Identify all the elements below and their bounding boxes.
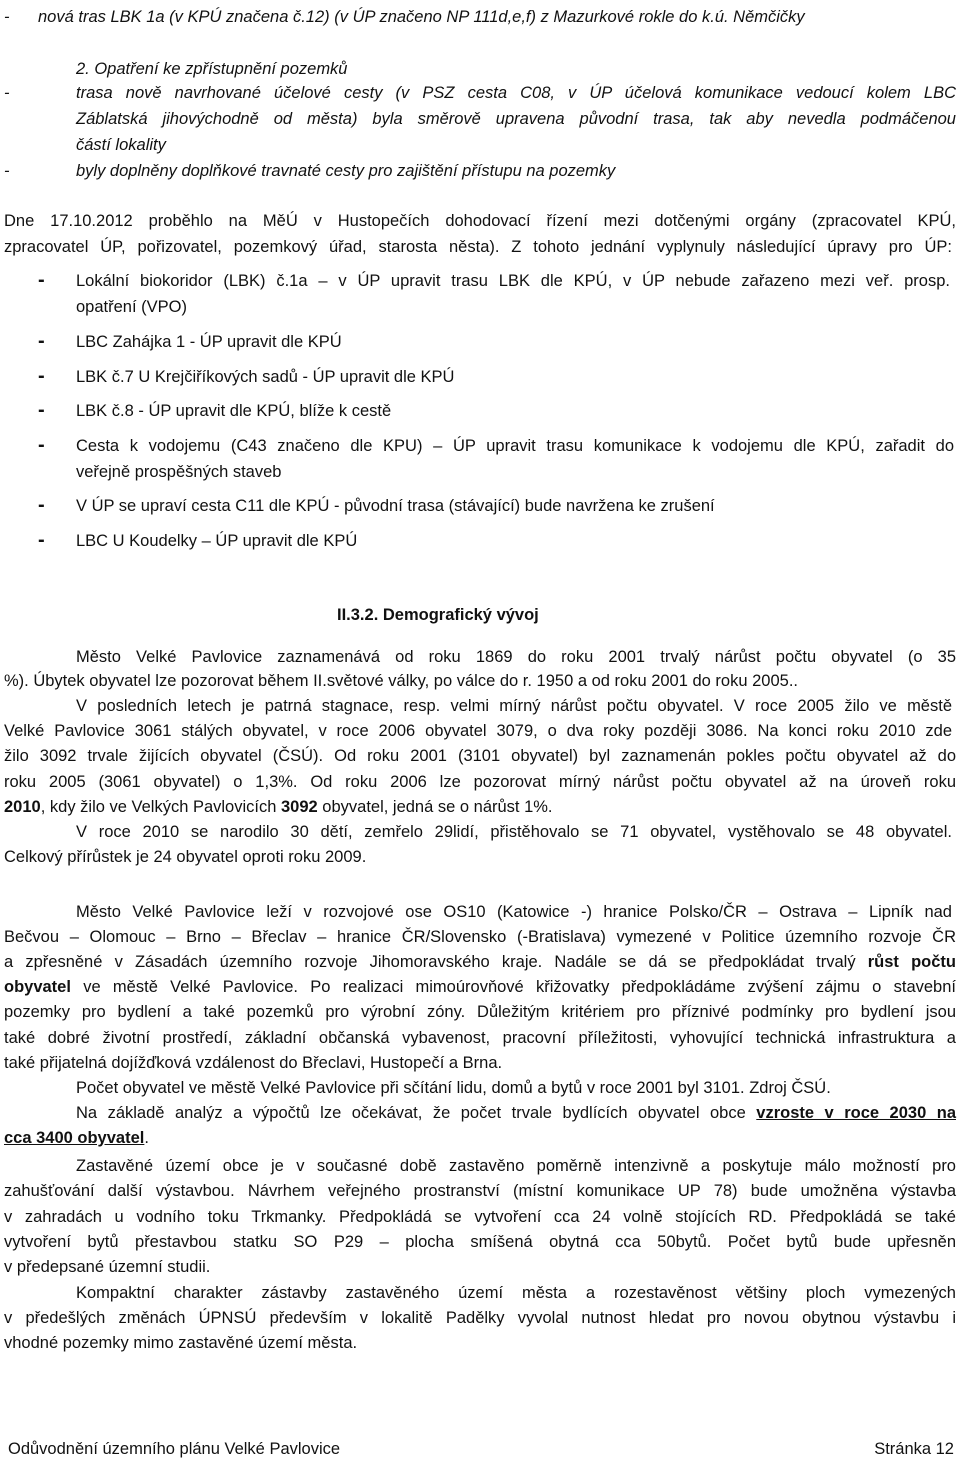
forecast-phrase-cont: cca 3400 obyvatel bbox=[4, 1129, 145, 1147]
section-2-title: 2. Opatření ke zpřístupnění pozemků bbox=[76, 60, 348, 78]
demography-p3-line-1: V roce 2010 se narodilo 30 dětí, zemřelo 29lidí, přistěhovalo se 71 obyvatel, vystěhovalo se 48 obyvatel. bbox=[76, 823, 952, 841]
development-p4-line-3: v zahradách u vodního toku Trkmanky. Předpokládá se vytvoření cca 24 volně stojících RD. Předpokládá se také bbox=[4, 1208, 956, 1226]
meeting-item: LBK č.7 U Krejčiříkových sadů - ÚP upravit dle KPÚ bbox=[76, 368, 455, 386]
item-dash: - bbox=[38, 434, 45, 456]
bullet-dash: - bbox=[4, 8, 10, 26]
development-p3-line-2 bbox=[4, 1127, 149, 1149]
development-p4-line-4: vytvoření bytů přestavbou statku SO P29 – plocha smíšená obytná cca 50bytů. Počet bytů bude upřesněn bbox=[4, 1233, 956, 1251]
bullet-1-line-1: trasa nově navrhované účelové cesty (v PSZ cesta C08, v ÚP účelová komunikace vedoucí kolem LBC bbox=[76, 84, 956, 102]
development-p5-line-2: v předešlých změnách ÚPNSÚ především v lokalitě Padělky vyvolal nutnost hledat pro novou obytnou výstavbu i bbox=[4, 1309, 956, 1327]
development-p5-line-3: vhodné pozemky mimo zastavěné území města. bbox=[4, 1334, 358, 1352]
text-fragment: . bbox=[144, 1129, 149, 1147]
development-p1-line-7: také přijatelná dojížďková vzdálenost do Břeclavi, Hustopečí a Brna. bbox=[4, 1054, 503, 1072]
development-p3-line-1 bbox=[76, 1102, 956, 1124]
item-dash: - bbox=[38, 365, 45, 387]
development-p1-line-5: pozemky pro bydlení a také pozemků pro výrobní zóny. Důležitým kritériem pro příznivé podmínky pro bydlení jsou bbox=[4, 1003, 956, 1021]
growth-phrase-cont: obyvatel bbox=[4, 978, 71, 996]
development-p1-line-4 bbox=[4, 976, 956, 998]
demography-p2-line-1: V posledních letech je patrná stagnace, resp. velmi mírný nárůst počtu obyvatel. V roce 2005 žilo ve městě bbox=[76, 697, 952, 715]
meeting-item: LBC U Koudelky – ÚP upravit dle KPÚ bbox=[76, 532, 358, 550]
meeting-item-cont: veřejně prospěšných staveb bbox=[76, 463, 282, 481]
bullet-1-line-3: částí lokality bbox=[76, 136, 166, 154]
development-p2: Počet obyvatel ve městě Velké Pavlovice při sčítání lidu, domů a bytů v roce 2001 byl 3101. Zdroj ČSÚ. bbox=[76, 1079, 831, 1097]
development-p4-line-5: v předepsané územní studii. bbox=[4, 1258, 211, 1276]
text-fragment: a zpřesněné v Zásadách územního rozvoje Jihomoravského kraje. Nadále se dá se předpokládat trvalý bbox=[4, 953, 868, 971]
demography-p1-line-1: Město Velké Pavlovice zaznamenává od roku 1869 do roku 2001 trvalý nárůst počtu obyvatel (o 35 bbox=[76, 648, 956, 666]
bullet-1-line-2: Záblatská jihovýchodně od města) byla směrově upravena původní trasa, tak aby nevedla podmáčenou bbox=[76, 110, 956, 128]
meeting-item: V ÚP se upraví cesta C11 dle KPÚ - původní trasa (stávající) bude navržena ke zrušení bbox=[76, 497, 715, 515]
text-fragment: ve městě Velké Pavlovice. Po realizaci mimoúrovňové křižovatky předpokládáme zvýšení zájmu o stavební bbox=[70, 978, 956, 996]
item-dash: - bbox=[38, 529, 45, 551]
demography-p2-line-5 bbox=[4, 796, 553, 818]
development-p1-line-1: Město Velké Pavlovice leží v rozvojové ose OS10 (Katowice -) hranice Polsko/ČR – Ostrava – Lipník nad bbox=[76, 903, 952, 921]
bullet-dash: - bbox=[4, 84, 10, 102]
text-fragment: obyvatel, jedná se o nárůst 1%. bbox=[317, 798, 553, 816]
item-dash: - bbox=[38, 330, 45, 352]
route-line: nová tras LBK 1a (v KPÚ značena č.12) (v ÚP značeno NP 111d,e,f) z Mazurkové rokle do k.ú. Němčičky bbox=[38, 8, 805, 26]
demography-p2-line-3: žilo 3092 trvale žijících obyvatel (ČSÚ). Od roku 2001 (3101 obyvatel) byl zaznamenán pokles počtu obyvatel až do bbox=[4, 747, 956, 765]
development-p4-line-1: Zastavěné území obce je v současné době zastavěno poměrně intenzivně a poskytuje málo možností pro bbox=[76, 1157, 956, 1175]
item-dash: - bbox=[38, 269, 45, 291]
text-fragment: Na základě analýz a výpočtů lze očekávat, že počet trvale bydlících obyvatel obce bbox=[76, 1104, 757, 1122]
meeting-item-cont: opatření (VPO) bbox=[76, 298, 187, 316]
meeting-item: LBK č.8 - ÚP upravit dle KPÚ, blíže k cestě bbox=[76, 402, 392, 420]
demography-p1-line-2: %). Úbytek obyvatel lze pozorovat během II.světové války, po válce do r. 1950 a od roku 2001 do roku 2005.. bbox=[4, 672, 798, 690]
year-2010: 2010 bbox=[4, 798, 41, 816]
bullet-dash: - bbox=[4, 162, 10, 180]
demography-p2-line-2: Velké Pavlovice 3061 stálých obyvatel, v roce 2006 obyvatel 3079, o dva roky později 3086. Na konci roku 2010 zde bbox=[4, 722, 952, 740]
population-3092: 3092 bbox=[280, 798, 318, 816]
forecast-phrase: vzroste v roce 2030 na bbox=[756, 1104, 957, 1122]
demography-p3-line-2: Celkový přírůstek je 24 obyvatel oproti roku 2009. bbox=[4, 848, 367, 866]
growth-phrase: růst počtu bbox=[867, 953, 956, 971]
meeting-item: LBC Zahájka 1 - ÚP upravit dle KPÚ bbox=[76, 333, 342, 351]
meeting-intro-line-1: Dne 17.10.2012 proběhlo na MěÚ v Hustopečích dohodovací řízení mezi dotčenými orgány (zpracovatel KPÚ, bbox=[4, 212, 956, 230]
meeting-item: Cesta k vodojemu (C43 značeno dle KPU) – ÚP upravit trasu komunikace k vodojemu dle KPÚ, zařadit do bbox=[76, 437, 954, 455]
text-fragment: , kdy žilo ve Velkých Pavlovicích bbox=[40, 798, 281, 816]
item-dash: - bbox=[38, 494, 45, 516]
development-p1-line-2: Bečvou – Olomouc – Brno – Břeclav – hranice ČR/Slovensko (-Bratislava) vymezené v Politice územního rozvoje ČR bbox=[4, 928, 956, 946]
development-p1-line-3 bbox=[4, 951, 956, 973]
meeting-item: Lokální biokoridor (LBK) č.1a – v ÚP upravit trasu LBK dle KPÚ, v ÚP nebude zařazeno mezi veř. prosp. bbox=[76, 272, 950, 290]
meeting-intro-line-2: zpracovatel ÚP, pořizovatel, pozemkový úřad, starosta něsta). Z tohoto jednání vyplynuly následující úpravy pro ÚP: bbox=[4, 238, 952, 256]
page-number: Stránka 12 bbox=[874, 1440, 954, 1458]
development-p1-line-6: také dobré životní prostředí, základní občanská vybavenost, pracovní příležitosti, vyhovující technická infrastruktura a bbox=[4, 1029, 956, 1047]
item-dash: - bbox=[38, 399, 45, 421]
section-heading: II.3.2. Demografický vývoj bbox=[337, 606, 539, 624]
development-p5-line-1: Kompaktní charakter zástavby zastavěného území města a rozestavěnost většiny ploch vymezených bbox=[76, 1284, 956, 1302]
demography-p2-line-4: roku 2005 (3061 obyvatel) o 1,3%. Od roku 2006 lze pozorovat mírný nárůst počtu obyvatel až na úroveň roku bbox=[4, 773, 956, 791]
bullet-2: byly doplněny doplňkové travnaté cesty pro zajištění přístupu na pozemky bbox=[76, 162, 616, 180]
footer-title: Odůvodnění územního plánu Velké Pavlovice bbox=[8, 1440, 341, 1458]
development-p4-line-2: zahušťování další výstavbou. Návrhem veřejného prostranství (místní komunikace UP 78) bude umožněna výstavba bbox=[4, 1182, 956, 1200]
